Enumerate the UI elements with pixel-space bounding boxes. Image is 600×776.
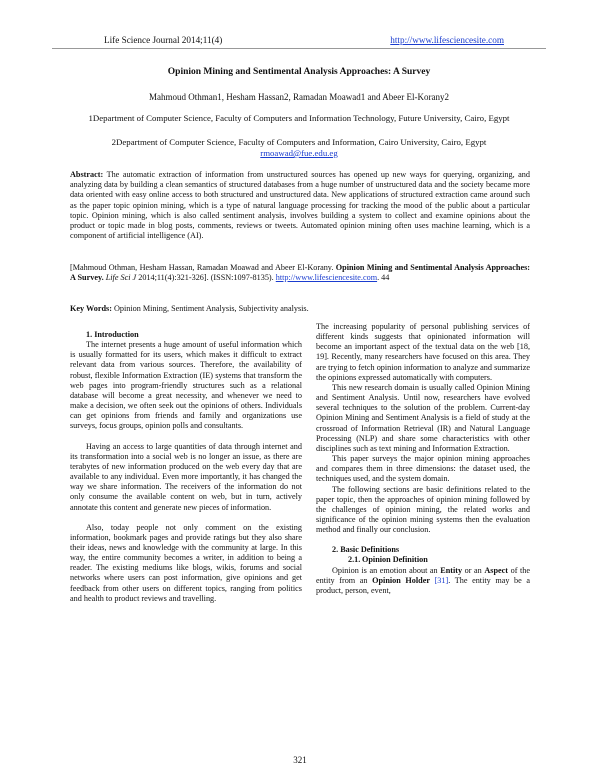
- citation-details: 2014;11(4):321-326]. (ISSN:1097-8135).: [138, 273, 274, 283]
- intro-paragraph-2: Having an access to large quantities of data through internet and its transformation into a social web is no longer an issue, as there are terabytes of new information produced on the web every day that are available to any individual. Even more importantly, it has changed the way we share information. The receivers of the information do not only consume the available content on web, but in turn, actively annotate this content and generate new pieces of information.: [70, 441, 302, 512]
- abstract-text: The automatic extraction of information from unstructured sources has opened up new ways for querying, organizing, and analyzing data by building a clean semantics of structured databases from a huge number of unstructured data and the society became more data oriented with easy online access to both structured and unstructured data. New applications of structured extraction came around such as the paper topic opinion mining, which is a type of natural language processing for tracking the mood of the public about a particular topic. Opinion mining, which is also called sentiment analysis, involves building a system to collect and examine opinions about the product or topic made in blog posts, comments, reviews or tweets. Automated opinion mining often uses machine learning, which is a component of artificial intelligence (AI).: [70, 170, 530, 241]
- section-heading-introduction: 1. Introduction: [86, 330, 139, 339]
- term-aspect: Aspect: [484, 565, 509, 575]
- page-number: 321: [293, 755, 307, 765]
- subsection-number: 2.1.: [348, 555, 361, 565]
- definition-text-3: of the entity from an: [316, 565, 530, 585]
- reference-link[interactable]: [31]: [434, 575, 449, 585]
- intro-paragraph-7: The following sections are basic definitions related to the paper topic, then the approaches of opinion mining followed by the challenges of opinion mining, the related works and significance of the opinion mining systems then the evaluation method and finally our conclusion.: [316, 484, 530, 535]
- running-header: [104, 35, 504, 45]
- journal-name: Life Science Journal 2014;11(4): [104, 35, 223, 45]
- right-column: [316, 322, 530, 596]
- section-heading-basic-definitions: 2. Basic Definitions: [332, 545, 400, 555]
- definition-text-4: . The entity may be a product, person, event,: [316, 575, 530, 595]
- citation-url-link[interactable]: http://www.lifesciencesite.com: [275, 273, 378, 283]
- author-list: Mahmoud Othman1, Hesham Hassan2, Ramadan Moawad1 and Abeer El-Korany2: [149, 92, 449, 102]
- header-rule: [52, 48, 546, 49]
- keywords-label: Key Words:: [70, 304, 112, 313]
- citation-title: Opinion Mining and Sentimental Analysis Approaches: A Survey.: [70, 263, 531, 283]
- keywords-text: Opinion Mining, Sentiment Analysis, Subjectivity analysis.: [113, 304, 309, 313]
- citation-suffix: . 44: [377, 273, 390, 283]
- affiliation-1: 1Department of Computer Science, Faculty of Computers and Information Technology, Future University, Cairo, Egypt: [88, 113, 510, 123]
- left-column: [70, 330, 302, 604]
- keywords: [70, 304, 530, 313]
- definition-text-1: Opinion is an emotion about an: [332, 565, 438, 575]
- citation: [70, 263, 530, 283]
- abstract: [70, 170, 530, 241]
- paper-title: Opinion Mining and Sentimental Analysis Approaches: A Survey: [167, 67, 431, 77]
- citation-journal: Life Sci J: [105, 273, 137, 283]
- subsection-heading-opinion-definition: [316, 555, 530, 565]
- definition-text-2: or an: [464, 565, 482, 575]
- abstract-label: Abstract:: [70, 170, 104, 179]
- journal-url-link[interactable]: http://www.lifesciencesite.com: [390, 35, 504, 45]
- citation-prefix: [Mahmoud Othman, Hesham Hassan, Ramadan Moawad and Abeer El-Korany.: [70, 263, 334, 272]
- affiliation-2: 2Department of Computer Science, Faculty of Computers and Information, Cairo University, Cairo, Egypt: [111, 137, 487, 147]
- definition-paragraph: [316, 566, 530, 596]
- subsection-title: Opinion Definition: [362, 555, 428, 565]
- term-entity: Entity: [440, 565, 463, 575]
- intro-paragraph-1: The internet presents a huge amount of useful information which is usually formatted for its users, which makes it difficult to extract relevant data from various sources. Therefore, the availability of robust, flexible Information Extraction (IE) systems that transform the web pages into program-friendly structures such as a relational database will become a great necessity, and whenever we need to make a decision, we often seek out the opinions of others. Individuals can get opinions from friends and family and organizations use surveys, focus groups, opinion polls and consultants.: [70, 340, 302, 431]
- corresponding-email-link[interactable]: rmoawad@fue.edu.eg: [260, 148, 338, 158]
- intro-paragraph-6: This paper surveys the major opinion mining approaches and compares them in three dimensions: the dataset used, the techniques used, and the system domain.: [316, 454, 530, 484]
- intro-paragraph-3: Also, today people not only comment on the existing information, bookmark pages and provide ratings but they also share their ideas, news and knowledge with the community at large. In this way, the entire community becomes a writer, in addition to being a reader. The existing mediums like blogs, wikis, forums and social networks where users can post information, give opinions and get feedback from other users on different topics, ranging from politics and health to product reviews and travelling.: [70, 522, 302, 603]
- term-opinion-holder: Opinion Holder: [372, 575, 430, 585]
- intro-paragraph-4: The increasing popularity of personal publishing services of different kinds suggests that opinionated information will become an important aspect of the textual data on the web [18, 19]. Recently, many researchers have focused on this area. They are trying to fetch opinion information to analyze and summarize the opinions expressed automatically with computers.: [316, 322, 530, 382]
- intro-paragraph-5: This new research domain is usually called Opinion Mining and Sentiment Analysis. Until now, researchers have evolved several techniques to the solution of the problem. Current-day Opinion Mining and Sentiment Analysis is a field of study at the crossroad of Information Retrieval (IR) and Natural Language Processing (NLP) and share some characteristics with other disciplines such as text mining and Information Extraction.: [316, 382, 530, 453]
